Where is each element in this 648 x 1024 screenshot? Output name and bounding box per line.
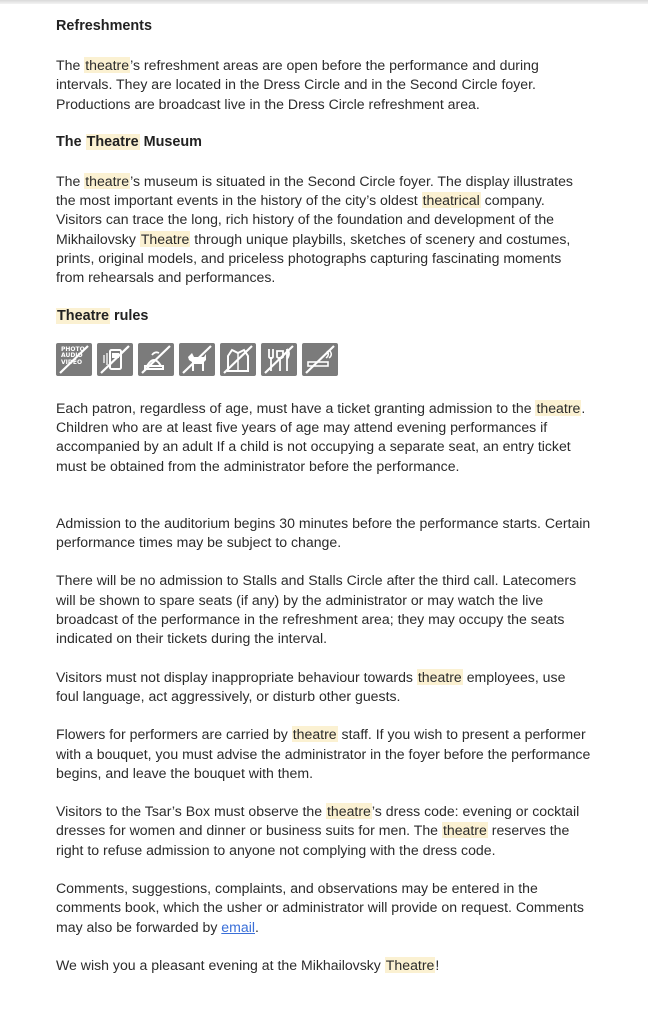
refreshments-heading: Refreshments — [56, 18, 152, 34]
search-highlight: theatre — [85, 57, 130, 73]
no-food-drink-icon — [261, 343, 297, 376]
search-highlight: theatre — [85, 172, 130, 189]
museum-paragraph: The theatre’s museum is situated in the Second Circle foyer. The display illustrates the most important events in the history of the city’s oldest theatrical company. Visitors can trace the long, rich history of the foundation and development of the Mikhailovsky Theatre through unique playbills, sketches of scenery and costumes, prints, original models, and priceless photographs capturing fascinating moments from rehearsals and performances. — [56, 172, 573, 286]
search-highlight: theatre — [417, 668, 462, 685]
search-highlight: Theatre — [57, 307, 109, 324]
no-food-delivery-icon — [138, 343, 174, 376]
rules-heading: Theatre rules — [57, 307, 149, 324]
search-highlight: Theatre — [385, 956, 435, 973]
rules-paragraph-tickets: Each patron, regardless of age, must have a ticket granting admission to the theatre. Children who are at least five years of age may attend evening performances if accompanied by an adult If a child is not occupying a separate seat, an entry ticket must be obtained from the administrator before the performance. — [56, 399, 586, 474]
museum-heading: The Theatre Museum — [56, 133, 202, 150]
search-highlight: theatre — [536, 399, 581, 416]
email-link[interactable]: email — [221, 918, 255, 935]
search-highlight: theatre — [442, 822, 487, 839]
rules-paragraph-flowers: Flowers for performers are carried by theatre staff. If you wish to present a performer with a bouquet, you must advise the administrator in the foyer before the performance begins, and leave the bouquet with them. — [56, 726, 591, 781]
rules-paragraph-closing: We wish you a pleasant evening at the Mikhailovsky Theatre! — [56, 956, 440, 973]
rules-paragraph-latecomers: There will be no admission to Stalls and Stalls Circle after the third call. Latecomers will be shown to spare seats (if any) by the administrator or may watch the live broadcast of the performance in the refreshment area; they may occupy the seats indicated on their tickets during the interval. — [56, 572, 577, 647]
search-highlight: Theatre — [86, 133, 139, 150]
refreshments-paragraph: The theatre’s refreshment areas are open before the performance and during intervals. They are located in the Dress Circle and in the Second Circle foyer. Productions are broadcast live in the Dress Circle refreshment area. — [56, 57, 539, 112]
no-mobile-phone-icon — [97, 343, 133, 376]
no-coats-icon — [220, 343, 256, 376]
search-highlight: theatrical — [422, 192, 480, 209]
rules-paragraph-comments: Comments, suggestions, complaints, and observations may be entered in the comments book, which the usher or administrator will provide on request. Comments may also be forwarded by email. — [56, 880, 584, 935]
rules-paragraph-behaviour: Visitors must not display inappropriate behaviour towards theatre employees, use foul language, act aggressively, or disturb other guests. — [56, 668, 566, 704]
rules-paragraph-dress-code: Visitors to the Tsar’s Box must observe the theatre’s dress code: evening or cocktail dresses for women and dinner or business suits for men. The theatre reserves the right to refuse admission to anyone not complying with the dress code. — [56, 803, 580, 858]
rules-icons — [56, 343, 592, 376]
no-smoking-icon — [302, 343, 338, 376]
no-photo-audio-video-icon: PHOTO AUDIO VIDEO — [56, 343, 92, 376]
search-highlight: Theatre — [140, 230, 190, 247]
search-highlight: theatre — [292, 726, 337, 743]
search-highlight: theatre — [327, 803, 371, 820]
no-animals-icon — [179, 343, 215, 376]
rules-paragraph-admission: Admission to the auditorium begins 30 minutes before the performance starts. Certain performance times may be subject to change. — [56, 514, 591, 551]
